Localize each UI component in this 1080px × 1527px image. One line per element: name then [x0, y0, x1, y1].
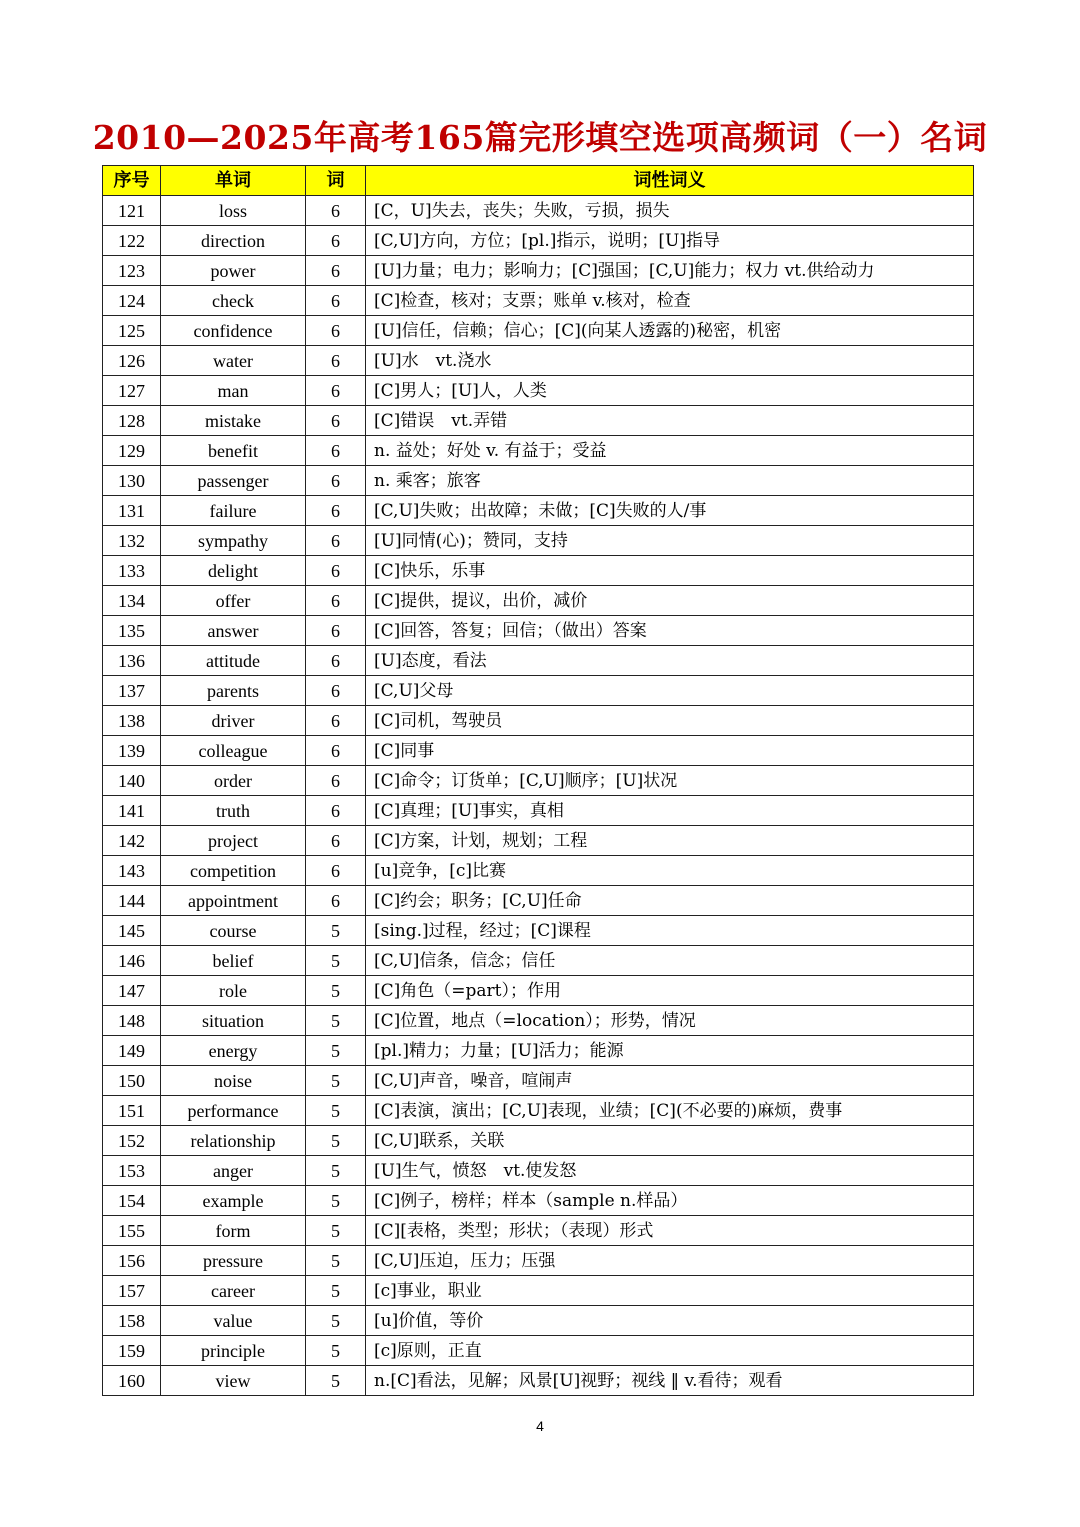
row-frequency: 6: [306, 256, 366, 286]
row-index: 125: [103, 316, 161, 346]
row-definition: [C,U]父母: [366, 676, 974, 706]
row-word: performance: [161, 1096, 306, 1126]
row-word: career: [161, 1276, 306, 1306]
row-definition: n. 乘客；旅客: [366, 466, 974, 496]
row-frequency: 6: [306, 586, 366, 616]
table-row: [103, 376, 974, 406]
row-index: 157: [103, 1276, 161, 1306]
row-definition: [C]提供，提议，出价，减价: [366, 586, 974, 616]
row-index: 131: [103, 496, 161, 526]
row-definition: [sing.]过程，经过；[C]课程: [366, 916, 974, 946]
row-index: 134: [103, 586, 161, 616]
row-word: energy: [161, 1036, 306, 1066]
row-index: 123: [103, 256, 161, 286]
row-definition: [C]表演，演出；[C,U]表现，业绩；[C](不必要的)麻烦，费事: [366, 1096, 974, 1126]
table-row: [103, 706, 974, 736]
row-frequency: 6: [306, 226, 366, 256]
row-word: water: [161, 346, 306, 376]
row-definition: [C]同事: [366, 736, 974, 766]
row-frequency: 5: [306, 1066, 366, 1096]
row-index: 156: [103, 1246, 161, 1276]
row-frequency: 6: [306, 436, 366, 466]
row-word: anger: [161, 1156, 306, 1186]
table-row: [103, 346, 974, 376]
row-frequency: 6: [306, 856, 366, 886]
row-index: 138: [103, 706, 161, 736]
row-definition: [C]检查，核对；支票；账单 v.核对，检查: [366, 286, 974, 316]
row-index: 124: [103, 286, 161, 316]
row-frequency: 5: [306, 1246, 366, 1276]
table-row: [103, 556, 974, 586]
row-word: colleague: [161, 736, 306, 766]
table-header-row: [103, 166, 974, 196]
table-row: [103, 616, 974, 646]
row-definition: [U]水 vt.浇水: [366, 346, 974, 376]
table-body: [103, 196, 974, 1396]
row-frequency: 5: [306, 1156, 366, 1186]
row-definition: [C]约会；职务；[C,U]任命: [366, 886, 974, 916]
table-row: [103, 1306, 974, 1336]
row-word: project: [161, 826, 306, 856]
row-index: 160: [103, 1366, 161, 1396]
table-row: [103, 946, 974, 976]
row-frequency: 5: [306, 916, 366, 946]
table-row: [103, 1276, 974, 1306]
row-frequency: 6: [306, 886, 366, 916]
row-word: value: [161, 1306, 306, 1336]
table-row: [103, 1156, 974, 1186]
table-row: [103, 1096, 974, 1126]
row-index: 126: [103, 346, 161, 376]
row-definition: [C]错误 vt.弄错: [366, 406, 974, 436]
header-frequency: 词: [306, 166, 366, 196]
row-word: delight: [161, 556, 306, 586]
row-word: passenger: [161, 466, 306, 496]
vocabulary-table: [102, 165, 974, 1396]
row-index: 128: [103, 406, 161, 436]
table-row: [103, 286, 974, 316]
row-frequency: 6: [306, 556, 366, 586]
table-row: [103, 886, 974, 916]
table-row: [103, 316, 974, 346]
row-index: 141: [103, 796, 161, 826]
row-index: 152: [103, 1126, 161, 1156]
table-row: [103, 1216, 974, 1246]
row-definition: [u]竞争，[c]比赛: [366, 856, 974, 886]
row-word: offer: [161, 586, 306, 616]
row-index: 145: [103, 916, 161, 946]
row-index: 153: [103, 1156, 161, 1186]
row-index: 142: [103, 826, 161, 856]
row-word: truth: [161, 796, 306, 826]
row-frequency: 6: [306, 826, 366, 856]
row-frequency: 6: [306, 526, 366, 556]
table-row: [103, 676, 974, 706]
table-row: [103, 916, 974, 946]
header-word: 单词: [161, 166, 306, 196]
row-frequency: 5: [306, 1096, 366, 1126]
row-frequency: 5: [306, 1306, 366, 1336]
row-frequency: 6: [306, 706, 366, 736]
table-row: [103, 1336, 974, 1366]
table-row: [103, 826, 974, 856]
row-frequency: 6: [306, 766, 366, 796]
row-definition: [U]同情(心)；赞同，支持: [366, 526, 974, 556]
header-index: 序号: [103, 166, 161, 196]
row-index: 148: [103, 1006, 161, 1036]
table-row: [103, 1186, 974, 1216]
row-definition: [C，U]失去，丧失；失败，亏损，损失: [366, 196, 974, 226]
page-title: 2010—2025年高考165篇完形填空选项高频词（一）名词: [92, 118, 988, 157]
row-frequency: 5: [306, 1216, 366, 1246]
row-frequency: 6: [306, 406, 366, 436]
row-word: principle: [161, 1336, 306, 1366]
row-word: check: [161, 286, 306, 316]
row-word: example: [161, 1186, 306, 1216]
row-frequency: 5: [306, 976, 366, 1006]
row-definition: [C,U]失败；出故障；未做；[C]失败的人/事: [366, 496, 974, 526]
row-definition: n.[C]看法，见解；风景[U]视野；视线 ‖ v.看待；观看: [366, 1366, 974, 1396]
row-index: 140: [103, 766, 161, 796]
row-frequency: 6: [306, 676, 366, 706]
table-row: [103, 1036, 974, 1066]
row-frequency: 6: [306, 316, 366, 346]
row-index: 137: [103, 676, 161, 706]
row-word: failure: [161, 496, 306, 526]
table-row: [103, 406, 974, 436]
table-row: [103, 226, 974, 256]
row-frequency: 6: [306, 196, 366, 226]
row-index: 127: [103, 376, 161, 406]
row-definition: [U]力量；电力；影响力；[C]强国；[C,U]能力；权力 vt.供给动力: [366, 256, 974, 286]
row-frequency: 6: [306, 736, 366, 766]
row-frequency: 5: [306, 1036, 366, 1066]
table-row: [103, 736, 974, 766]
row-word: direction: [161, 226, 306, 256]
table-row: [103, 646, 974, 676]
row-definition: [C]位置，地点（=location）；形势，情况: [366, 1006, 974, 1036]
row-index: 146: [103, 946, 161, 976]
row-word: appointment: [161, 886, 306, 916]
row-definition: [C,U]压迫，压力；压强: [366, 1246, 974, 1276]
table-row: [103, 1066, 974, 1096]
table-row: [103, 496, 974, 526]
row-frequency: 5: [306, 946, 366, 976]
row-index: 129: [103, 436, 161, 466]
row-frequency: 6: [306, 286, 366, 316]
row-frequency: 5: [306, 1276, 366, 1306]
row-frequency: 6: [306, 646, 366, 676]
row-word: view: [161, 1366, 306, 1396]
row-index: 150: [103, 1066, 161, 1096]
row-definition: [C]真理；[U]事实，真相: [366, 796, 974, 826]
table-row: [103, 586, 974, 616]
row-index: 158: [103, 1306, 161, 1336]
row-word: belief: [161, 946, 306, 976]
header-definition: 词性词义: [366, 166, 974, 196]
row-index: 121: [103, 196, 161, 226]
row-index: 122: [103, 226, 161, 256]
row-definition: [U]信任，信赖；信心；[C](向某人透露的)秘密，机密: [366, 316, 974, 346]
row-index: 135: [103, 616, 161, 646]
row-word: parents: [161, 676, 306, 706]
row-definition: [U]生气，愤怒 vt.使发怒: [366, 1156, 974, 1186]
row-index: 149: [103, 1036, 161, 1066]
row-word: answer: [161, 616, 306, 646]
row-word: pressure: [161, 1246, 306, 1276]
row-frequency: 6: [306, 496, 366, 526]
table-row: [103, 526, 974, 556]
row-word: situation: [161, 1006, 306, 1036]
row-definition: [C]快乐，乐事: [366, 556, 974, 586]
row-word: form: [161, 1216, 306, 1246]
row-definition: [C,U]联系，关联: [366, 1126, 974, 1156]
row-index: 133: [103, 556, 161, 586]
row-word: role: [161, 976, 306, 1006]
table-row: [103, 766, 974, 796]
row-frequency: 6: [306, 616, 366, 646]
row-index: 130: [103, 466, 161, 496]
row-index: 136: [103, 646, 161, 676]
row-word: mistake: [161, 406, 306, 436]
table-row: [103, 856, 974, 886]
row-frequency: 6: [306, 376, 366, 406]
row-word: order: [161, 766, 306, 796]
row-frequency: 6: [306, 466, 366, 496]
table-row: [103, 1246, 974, 1276]
table-row: [103, 196, 974, 226]
row-word: loss: [161, 196, 306, 226]
table-row: [103, 976, 974, 1006]
row-definition: [u]价值，等价: [366, 1306, 974, 1336]
row-definition: n. 益处；好处 v. 有益于；受益: [366, 436, 974, 466]
row-frequency: 5: [306, 1366, 366, 1396]
page-number: 4: [536, 1418, 544, 1434]
row-index: 143: [103, 856, 161, 886]
row-word: sympathy: [161, 526, 306, 556]
row-frequency: 5: [306, 1126, 366, 1156]
row-definition: [C]方案，计划，规划；工程: [366, 826, 974, 856]
table-row: [103, 796, 974, 826]
row-frequency: 6: [306, 796, 366, 826]
table-row: [103, 1006, 974, 1036]
row-frequency: 5: [306, 1006, 366, 1036]
row-definition: [c]原则，正直: [366, 1336, 974, 1366]
row-definition: [C]例子，榜样；样本（sample n.样品）: [366, 1186, 974, 1216]
row-word: benefit: [161, 436, 306, 466]
row-index: 144: [103, 886, 161, 916]
row-frequency: 5: [306, 1186, 366, 1216]
table-row: [103, 466, 974, 496]
row-index: 139: [103, 736, 161, 766]
row-word: competition: [161, 856, 306, 886]
row-definition: [c]事业，职业: [366, 1276, 974, 1306]
row-definition: [C]命令；订货单；[C,U]顺序；[U]状况: [366, 766, 974, 796]
row-word: course: [161, 916, 306, 946]
row-definition: [C]回答，答复；回信；（做出）答案: [366, 616, 974, 646]
row-word: attitude: [161, 646, 306, 676]
row-definition: [C,U]方向，方位；[pl.]指示，说明；[U]指导: [366, 226, 974, 256]
row-word: confidence: [161, 316, 306, 346]
row-word: relationship: [161, 1126, 306, 1156]
row-frequency: 6: [306, 346, 366, 376]
row-word: man: [161, 376, 306, 406]
row-definition: [U]态度，看法: [366, 646, 974, 676]
row-word: noise: [161, 1066, 306, 1096]
row-index: 147: [103, 976, 161, 1006]
row-index: 159: [103, 1336, 161, 1366]
table-row: [103, 1366, 974, 1396]
row-frequency: 5: [306, 1336, 366, 1366]
row-index: 154: [103, 1186, 161, 1216]
row-word: power: [161, 256, 306, 286]
row-definition: [C][表格，类型；形状；（表现）形式: [366, 1216, 974, 1246]
row-definition: [pl.]精力；力量；[U]活力；能源: [366, 1036, 974, 1066]
row-index: 151: [103, 1096, 161, 1126]
table-row: [103, 436, 974, 466]
row-index: 155: [103, 1216, 161, 1246]
row-definition: [C]男人；[U]人，人类: [366, 376, 974, 406]
table-row: [103, 256, 974, 286]
row-definition: [C]司机，驾驶员: [366, 706, 974, 736]
table-row: [103, 1126, 974, 1156]
row-definition: [C,U]声音，噪音，喧闹声: [366, 1066, 974, 1096]
row-index: 132: [103, 526, 161, 556]
row-word: driver: [161, 706, 306, 736]
row-definition: [C]角色（=part）；作用: [366, 976, 974, 1006]
row-definition: [C,U]信条，信念；信任: [366, 946, 974, 976]
